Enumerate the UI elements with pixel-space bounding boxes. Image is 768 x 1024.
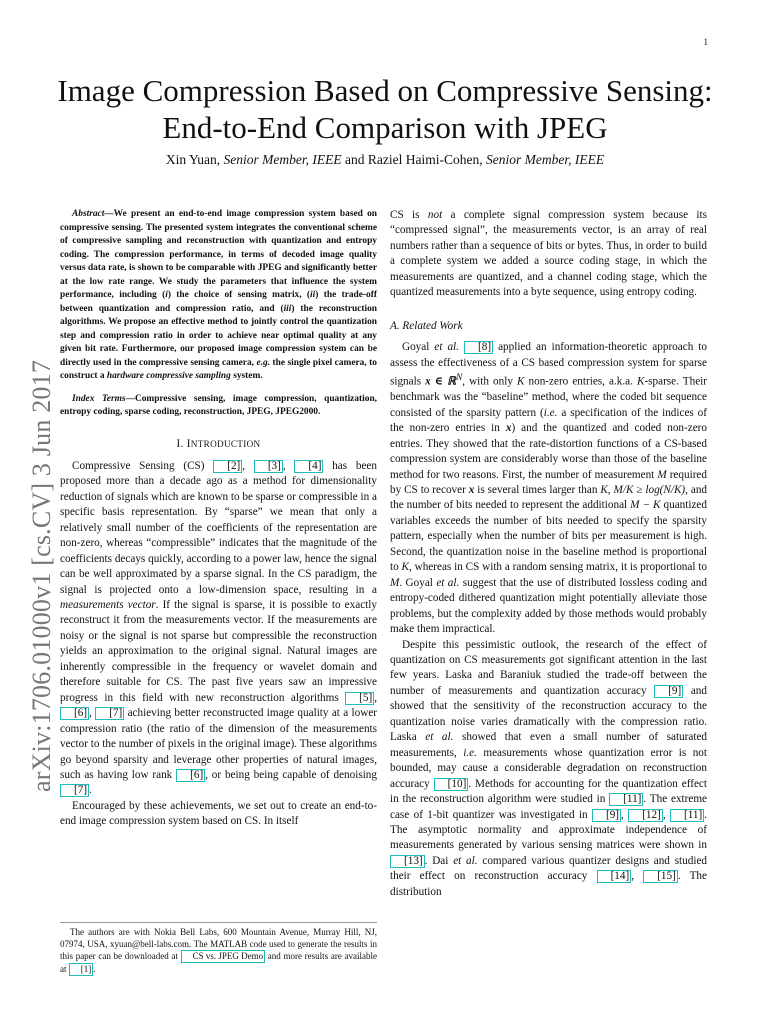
demo-code-link[interactable]: CS vs. JPEG Demo xyxy=(181,950,266,963)
abstract-text: system. xyxy=(230,371,263,381)
left-column xyxy=(60,208,377,830)
related-work-paragraph-1 xyxy=(390,340,707,637)
body-text: showed that even a small number of saturated measurements, xyxy=(390,731,708,759)
math-K: K xyxy=(401,561,409,574)
citation-link[interactable]: [6] xyxy=(60,707,89,720)
body-text: , with only xyxy=(462,375,517,388)
math-K: K xyxy=(516,375,525,388)
abstract-text: ) the reconstruction algorithms. We propose an effective method to jointly control the quantization step and compression ratio in order to achieve near optimal quality at any given bit rate. Furthermore, our proposed image compression system can be directly used in the compressive sensing camera, xyxy=(60,303,377,368)
body-text: a specification of the indices of the non-zero entries in xyxy=(390,406,707,435)
footnote-text: . xyxy=(93,964,96,975)
abstract-text: ) the choice of sensing matrix, ( xyxy=(167,290,311,300)
abstract-text: the single pixel camera, to construct a xyxy=(60,357,377,381)
body-text: , xyxy=(607,483,614,496)
body-text: CS is xyxy=(390,209,428,221)
abstract-text: ) the trade-off between quantization and compression ratio, and ( xyxy=(60,290,377,314)
citation-link[interactable]: [13] xyxy=(390,855,425,868)
body-text: and showed that the sensitivity of the reconstruction accuracy to the quantization noise varies dramatically with the compression ratio. Laska xyxy=(390,684,707,744)
body-text: . Goyal xyxy=(399,576,437,589)
intro-paragraph-2: Encouraged by these achievements, we set out to create an end-to-end image compression system based on CS. In itself xyxy=(60,799,377,828)
abstract-hardware-term: hardware compressive sampling xyxy=(106,371,231,381)
page-number: 1 xyxy=(703,37,708,47)
citation-link[interactable]: [5] xyxy=(345,692,374,705)
body-text: Goyal xyxy=(402,341,435,354)
citation-link[interactable]: [9] xyxy=(654,685,683,698)
body-text: . Dai xyxy=(424,854,454,867)
body-text: required by CS to recover xyxy=(390,468,707,496)
citation-link[interactable]: [3] xyxy=(254,460,283,473)
citation-link[interactable]: [6] xyxy=(176,769,205,782)
index-terms-label: Index Terms xyxy=(72,393,126,404)
citation-link[interactable]: [10] xyxy=(434,778,469,791)
body-text: quantized variables exceeds the number of bits needed to specify the sparsity pattern, especially when the number of bits per measurement is high. Second, the quantization noise in the baseline method is proportional to xyxy=(390,499,707,574)
section-title-initial: I xyxy=(186,437,191,450)
citation-link[interactable]: [11] xyxy=(609,793,643,806)
author-conjunction: and xyxy=(345,152,365,167)
citation-link[interactable]: [12] xyxy=(628,809,663,822)
body-text: , and the number of bits needed to represent the additional xyxy=(390,483,708,512)
body-text: Despite this pessimistic outlook, the research of the effect of quantization on CS measurements got significant attention in the last few years. Laska and Baraniuk studied the trade-off between the number of measurements and quantization accuracy xyxy=(390,638,707,697)
title-line-1: Image Compression Based on Compressive Sensing: xyxy=(57,73,713,108)
body-text: -sparse. Their benchmark was the “baseline” method, where the coded bit sequence consisted of the sparsity pattern ( xyxy=(390,375,707,419)
body-text: compared various quantizer designs and studied their effect on reconstruction accuracy xyxy=(390,854,708,883)
body-text: . The distribution xyxy=(390,870,707,898)
intro-text: Compressive Sensing (CS) xyxy=(72,459,214,472)
ie: i.e. xyxy=(543,406,558,419)
abstract-enum-ii: ii xyxy=(310,290,316,300)
section-title-rest: NTRODUCTION xyxy=(190,438,261,449)
subsection-heading-related-work: A. Related Work xyxy=(390,319,463,332)
ie: i.e. xyxy=(463,746,477,759)
index-terms xyxy=(60,393,377,420)
citation-link[interactable]: [1] xyxy=(69,963,94,976)
author-1-name: Xin Yuan, xyxy=(165,152,221,167)
math-x-in-RN: x ∈ ℝ xyxy=(425,375,456,388)
math-x: x xyxy=(468,483,475,496)
abstract-label: Abstract xyxy=(72,209,105,219)
index-terms-text: —Compressive sensing, image compression, quantization, entropy coding, sparse coding, reconstruction, JPEG, JPEG2000. xyxy=(60,393,378,417)
citation-link[interactable]: [14] xyxy=(597,870,632,883)
paper-title xyxy=(40,72,730,146)
citation-link[interactable]: [15] xyxy=(643,870,678,883)
right-column xyxy=(390,208,707,900)
math-K: K xyxy=(600,483,608,496)
intro-term-measurements-vector: measurements vector xyxy=(60,599,156,612)
abstract-text: —We present an end-to-end image compression system based on compressive sensing. The presented system integrates the conventional scheme of compressive sampling and reconstruction with quantization and entropy coding. The compression performance, in terms of decoded image quality versus data rate, is shown to be comparable with JPEG and significantly better at the low rate range. We study the parameters that influence the system performance, including ( xyxy=(60,209,377,300)
intro-text: . xyxy=(89,784,92,797)
citation-link[interactable]: [8] xyxy=(464,341,493,354)
math-x: x xyxy=(505,422,512,435)
emphasis-not: not xyxy=(427,209,443,221)
footnote-text: The authors are with Nokia Bell Labs, 600 Mountain Avenue, Murray Hill, NJ, 07974, USA, xyuan@bell-labs.com. The MATLAB code used to generate the results in this paper can be downloaded at xyxy=(60,927,377,962)
body-text: , whereas in CS with a random sensing matrix, it is proportional to xyxy=(409,561,708,574)
citation-link[interactable]: [2] xyxy=(213,460,242,473)
body-text: non-zero entries, a.k.a. xyxy=(524,375,637,388)
abstract xyxy=(60,208,377,384)
intro-text: achieving better reconstructed image quality at a lower compression ratio (the ratio of the dimension of the measurements vector to the number of pixels in the original image). These algorithms go beyond sparsity and leverage other properties of natural images, such as having low rank xyxy=(60,707,378,782)
body-text: is several times larger than xyxy=(474,483,601,496)
citation-link[interactable]: [7] xyxy=(60,784,89,797)
related-work-paragraph-2: Despite this pessimistic outlook, the research of the effect of quantization on CS measurements got significant attention in the last few years. Laska and Baraniuk studied the trade-off between the number of measurements and quantization accuracy [9] and showed that the sensitivity of the reconstruction accuracy to the quantization noise varies dramatically with the compression ratio. Laska et al. showed that even a small number of saturated measurements, i.e. measurements whose quantization error is not bounded, may cause a considerable degradation on reconstruction accuracy [10] . Methods for accounting for the quantization effect in the reconstruction algorithm were studied in [11] . The extreme case of 1-bit quantizer was investigated in [9] , [12] , [11] . The asymptotic normality and approximate independence of measurements generated by various sensing matrices were shown in [13] . Dai et al. compared various quantizer designs and studied their effect on reconstruction accuracy [14] , [15] . The distribution xyxy=(390,638,708,898)
body-text: a complete signal compression system because its “compressed signal”, the measurements vector, is an array of real numbers rather than a sequence of bits or bytes. Thus, in order to build a complete system we added a source coding stage, in which the measurements are quantized, and a channel coding stage, which the quantized measurements into a byte sequence, using entropy coding. xyxy=(390,209,707,299)
body-text: ) and the quantized and coded non-zero entries. They showed that the rate-distortion functions of a CS-based compression system are considerably worse than those of the baseline method for two reasons. First, the number of measurement xyxy=(390,422,707,481)
math-K: K xyxy=(636,375,645,388)
body-text: . The asymptotic normality and approximate independence of measurements generated by various sensing matrices were shown in xyxy=(390,808,708,852)
math-M-over-K: M/K ≥ log(N/K) xyxy=(613,483,686,496)
citation-link[interactable]: [7] xyxy=(95,707,124,720)
citation-link[interactable]: [4] xyxy=(294,460,323,473)
math-superscript-N: N xyxy=(456,373,463,384)
body-text: suggest that the use of distributed lossless coding and entropy-coded dithered quantization might potentially alleviate those problems, but the complexity added by those methods would probably make them impractical. xyxy=(390,576,707,636)
intro-text: . If the signal is sparse, it is possible to exactly reconstruct it from the measurements vector. If the measurements are noisy or the signal is not sparse but compressible the reconstruction yields an approximation to the original signal. Natural images are inherently compressible in the frequency or wavelet domain and therefore suitable for CS. The past five years saw an impressive progress in this field with new reconstruction algorithms xyxy=(60,599,377,704)
intro-text: has been proposed more than a decade ago as a method for dimensionality reduction of signals which are known to be sparse or compressible in a specific basis representation. By “sparse” we mean that only a relatively small number of the coefficients of the representation are non-zero, whereas “compressible” indicates that the magnitude of the coefficients decays quickly, according to a power law, hence the signal can be well approximated by a sparse signal. In the CS paradigm, the signal is projected onto a low-dimension space, resulting in a xyxy=(60,459,377,596)
section-numeral: I. xyxy=(176,437,184,450)
footnote xyxy=(60,922,377,976)
author-2-role: Senior Member, IEEE xyxy=(485,152,605,167)
intro-text: , or being being capable of denoising xyxy=(205,769,377,782)
et-al: et al. xyxy=(436,576,460,589)
et-al: et al. xyxy=(434,341,459,354)
author-2-name: Raziel Haimi-Cohen, xyxy=(367,152,483,167)
math-M: M xyxy=(390,576,400,589)
citation-link[interactable]: [9] xyxy=(592,809,621,822)
citation-link[interactable]: [11] xyxy=(670,809,704,822)
author-line xyxy=(40,152,730,168)
et-al: et al. xyxy=(425,731,454,744)
body-text: applied an information-theoretic approach to assess the effectiveness of a CS based compression system for sparse signals xyxy=(390,341,708,388)
intro-paragraph-1: Compressive Sensing (CS) [2] , [3] , [4] has been proposed more than a decade ago as a method for dimensionality reduction of signals which are known to be sparse or compressible in a specific basis representation. By “sparse” we mean that only a relatively small number of the coefficients of the representation are non-zero, whereas “compressible” indicates that the magnitude of the coefficients decays quickly, according to a power law, hence the signal can be well approximated by a sparse signal. In the CS paradigm, the signal is projected onto a low-dimension space, resulting in a measurements vector. If the signal is sparse, it is possible to exactly reconstruct it from the measurements vector. If the measurements are noisy or the signal is not sparse but compressible the reconstruction yields an approximation to the original signal. Natural images are inherently compressible in the frequency or wavelet domain and therefore suitable for CS. The past five years saw an impressive progress in this field with new reconstruction algorithms [5] , [6] , [7] achieving better reconstructed image quality at a lower compression ratio (the ratio of the dimension of the measurements vector to the number of pixels in the original image). These algorithms go beyond sparsity and leverage other properties of natural images, such as having low rank [6] , or being being capable of denoising [7] . xyxy=(60,459,378,797)
abstract-eg: e.g. xyxy=(256,357,271,368)
section-heading-introduction xyxy=(60,437,377,452)
abstract-enum-iii: iii xyxy=(283,303,292,314)
author-1-role: Senior Member, IEEE xyxy=(223,152,342,167)
arxiv-identifier-stamp[interactable]: arXiv:1706.01000v1 [cs.CV] 3 Jun 2017 xyxy=(27,359,56,792)
math-M-minus-K: M − K xyxy=(630,499,661,512)
body-text: . Methods for accounting for the quantization effect in the reconstruction algorithm were studied in xyxy=(390,777,707,806)
abstract-enum-i: i xyxy=(165,290,168,300)
math-M: M xyxy=(657,468,667,481)
title-line-2: End-to-End Comparison with JPEG xyxy=(162,110,608,145)
right-paragraph-1 xyxy=(390,208,707,301)
body-text: measurements whose quantization error is not bounded, may cause a considerable degradation on reconstruction accuracy xyxy=(390,746,708,790)
et-al: et al. xyxy=(453,854,478,867)
footnote-text: and more results are available at xyxy=(60,951,377,975)
body-text: . The extreme case of 1-bit quantizer was investigated in xyxy=(390,793,708,821)
